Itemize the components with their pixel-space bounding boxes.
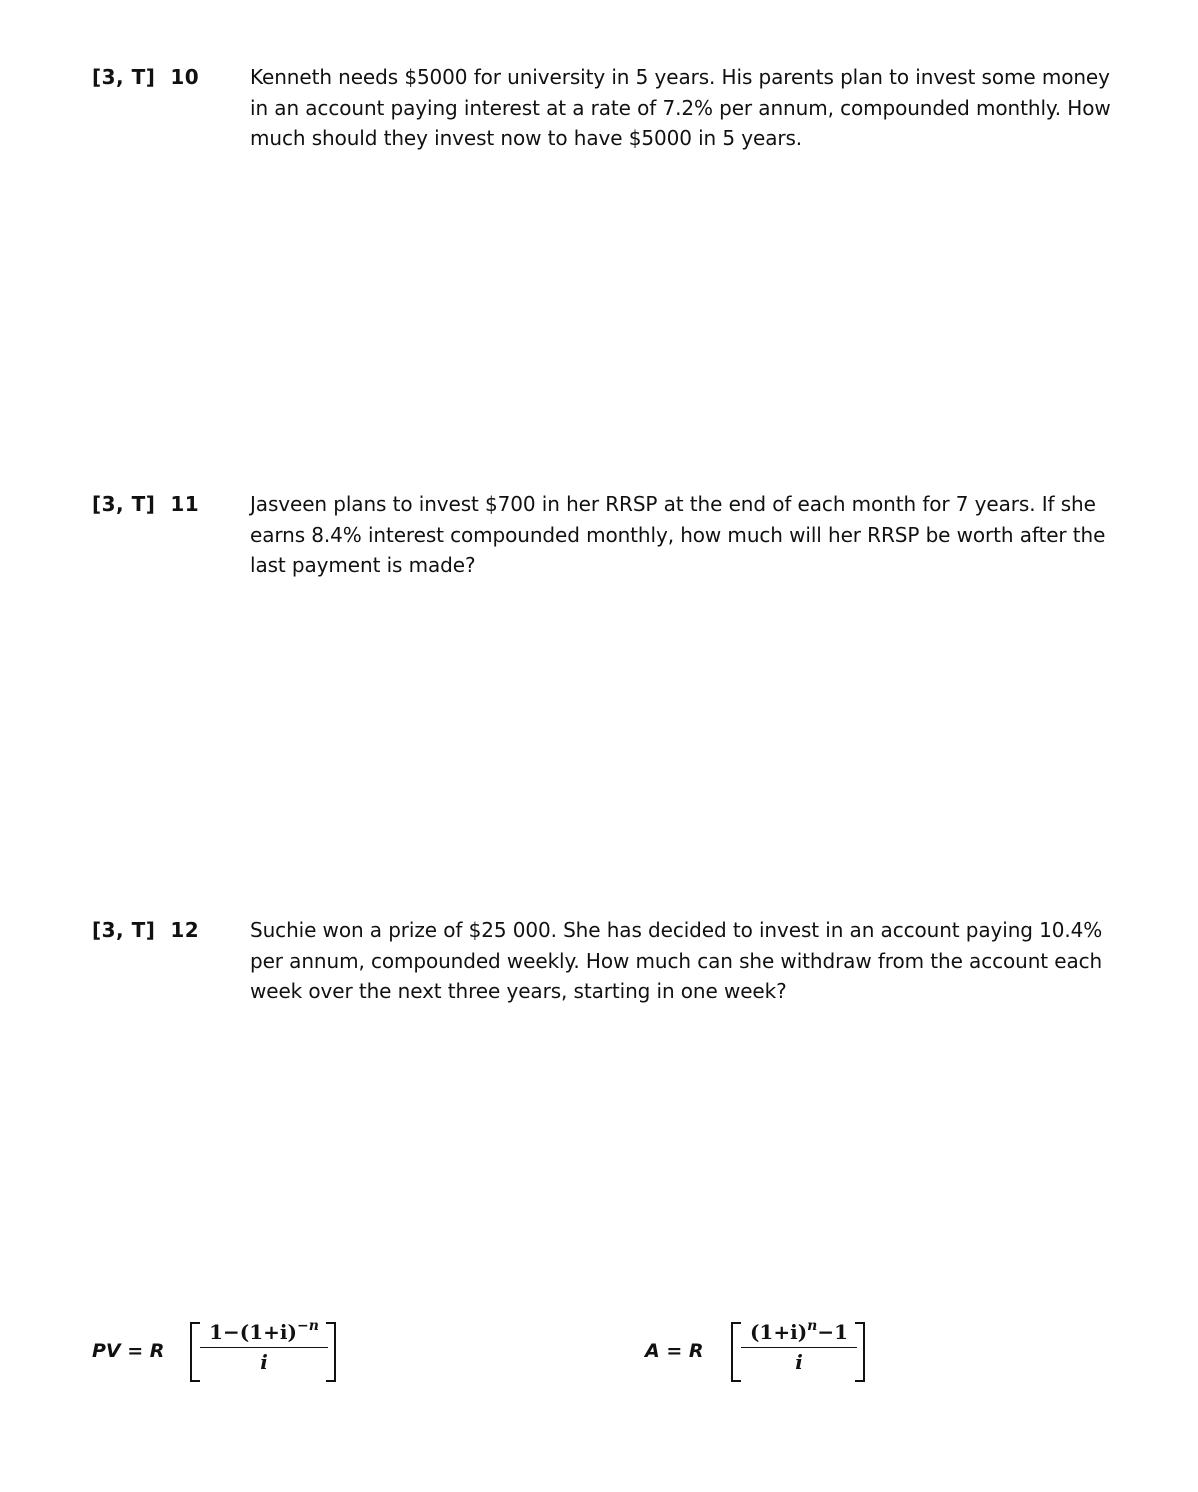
formula-label: PV = R	[92, 1340, 165, 1362]
question-text: Kenneth needs $5000 for university in 5 years. His parents plan to invest some money in an account paying interest at a rate of 7.2% per annum, compounded monthly. How much should they invest now to have $5000 in 5 years.	[250, 65, 1111, 150]
amount-formula	[645, 1318, 885, 1384]
question-tag: [3, T] 10	[92, 65, 200, 89]
numerator-exponent: −n	[296, 1318, 319, 1334]
numerator	[200, 1318, 328, 1348]
question-tag: [3, T] 11	[92, 492, 200, 516]
numerator-base: (1+i)	[749, 1320, 808, 1344]
question-text: Suchie won a prize of $25 000. She has decided to invest in an account paying 10.4% per annum, compounded weekly. How much can she withdraw from the account each week over the next three years, starting in one week?	[250, 918, 1103, 1003]
present-value-formula	[92, 1318, 352, 1384]
right-bracket	[326, 1322, 336, 1382]
fraction	[741, 1318, 857, 1376]
question-text: Jasveen plans to invest $700 in her RRSP at the end of each month for 7 years. If she earns 8.4% interest compounded monthly, how much will her RRSP be worth after the last payment is made?	[250, 492, 1106, 577]
fraction	[200, 1318, 328, 1376]
right-bracket	[855, 1322, 865, 1382]
denominator: i	[260, 1350, 268, 1374]
formula-label: A = R	[645, 1340, 704, 1362]
numerator-base: 1−(1+i)	[209, 1320, 297, 1344]
left-bracket	[731, 1322, 741, 1382]
question-tag: [3, T] 12	[92, 918, 200, 942]
denominator: i	[795, 1350, 803, 1374]
numerator-exponent: n	[807, 1318, 818, 1334]
left-bracket	[190, 1322, 200, 1382]
numerator	[741, 1318, 857, 1348]
numerator-tail: −1	[817, 1320, 849, 1344]
